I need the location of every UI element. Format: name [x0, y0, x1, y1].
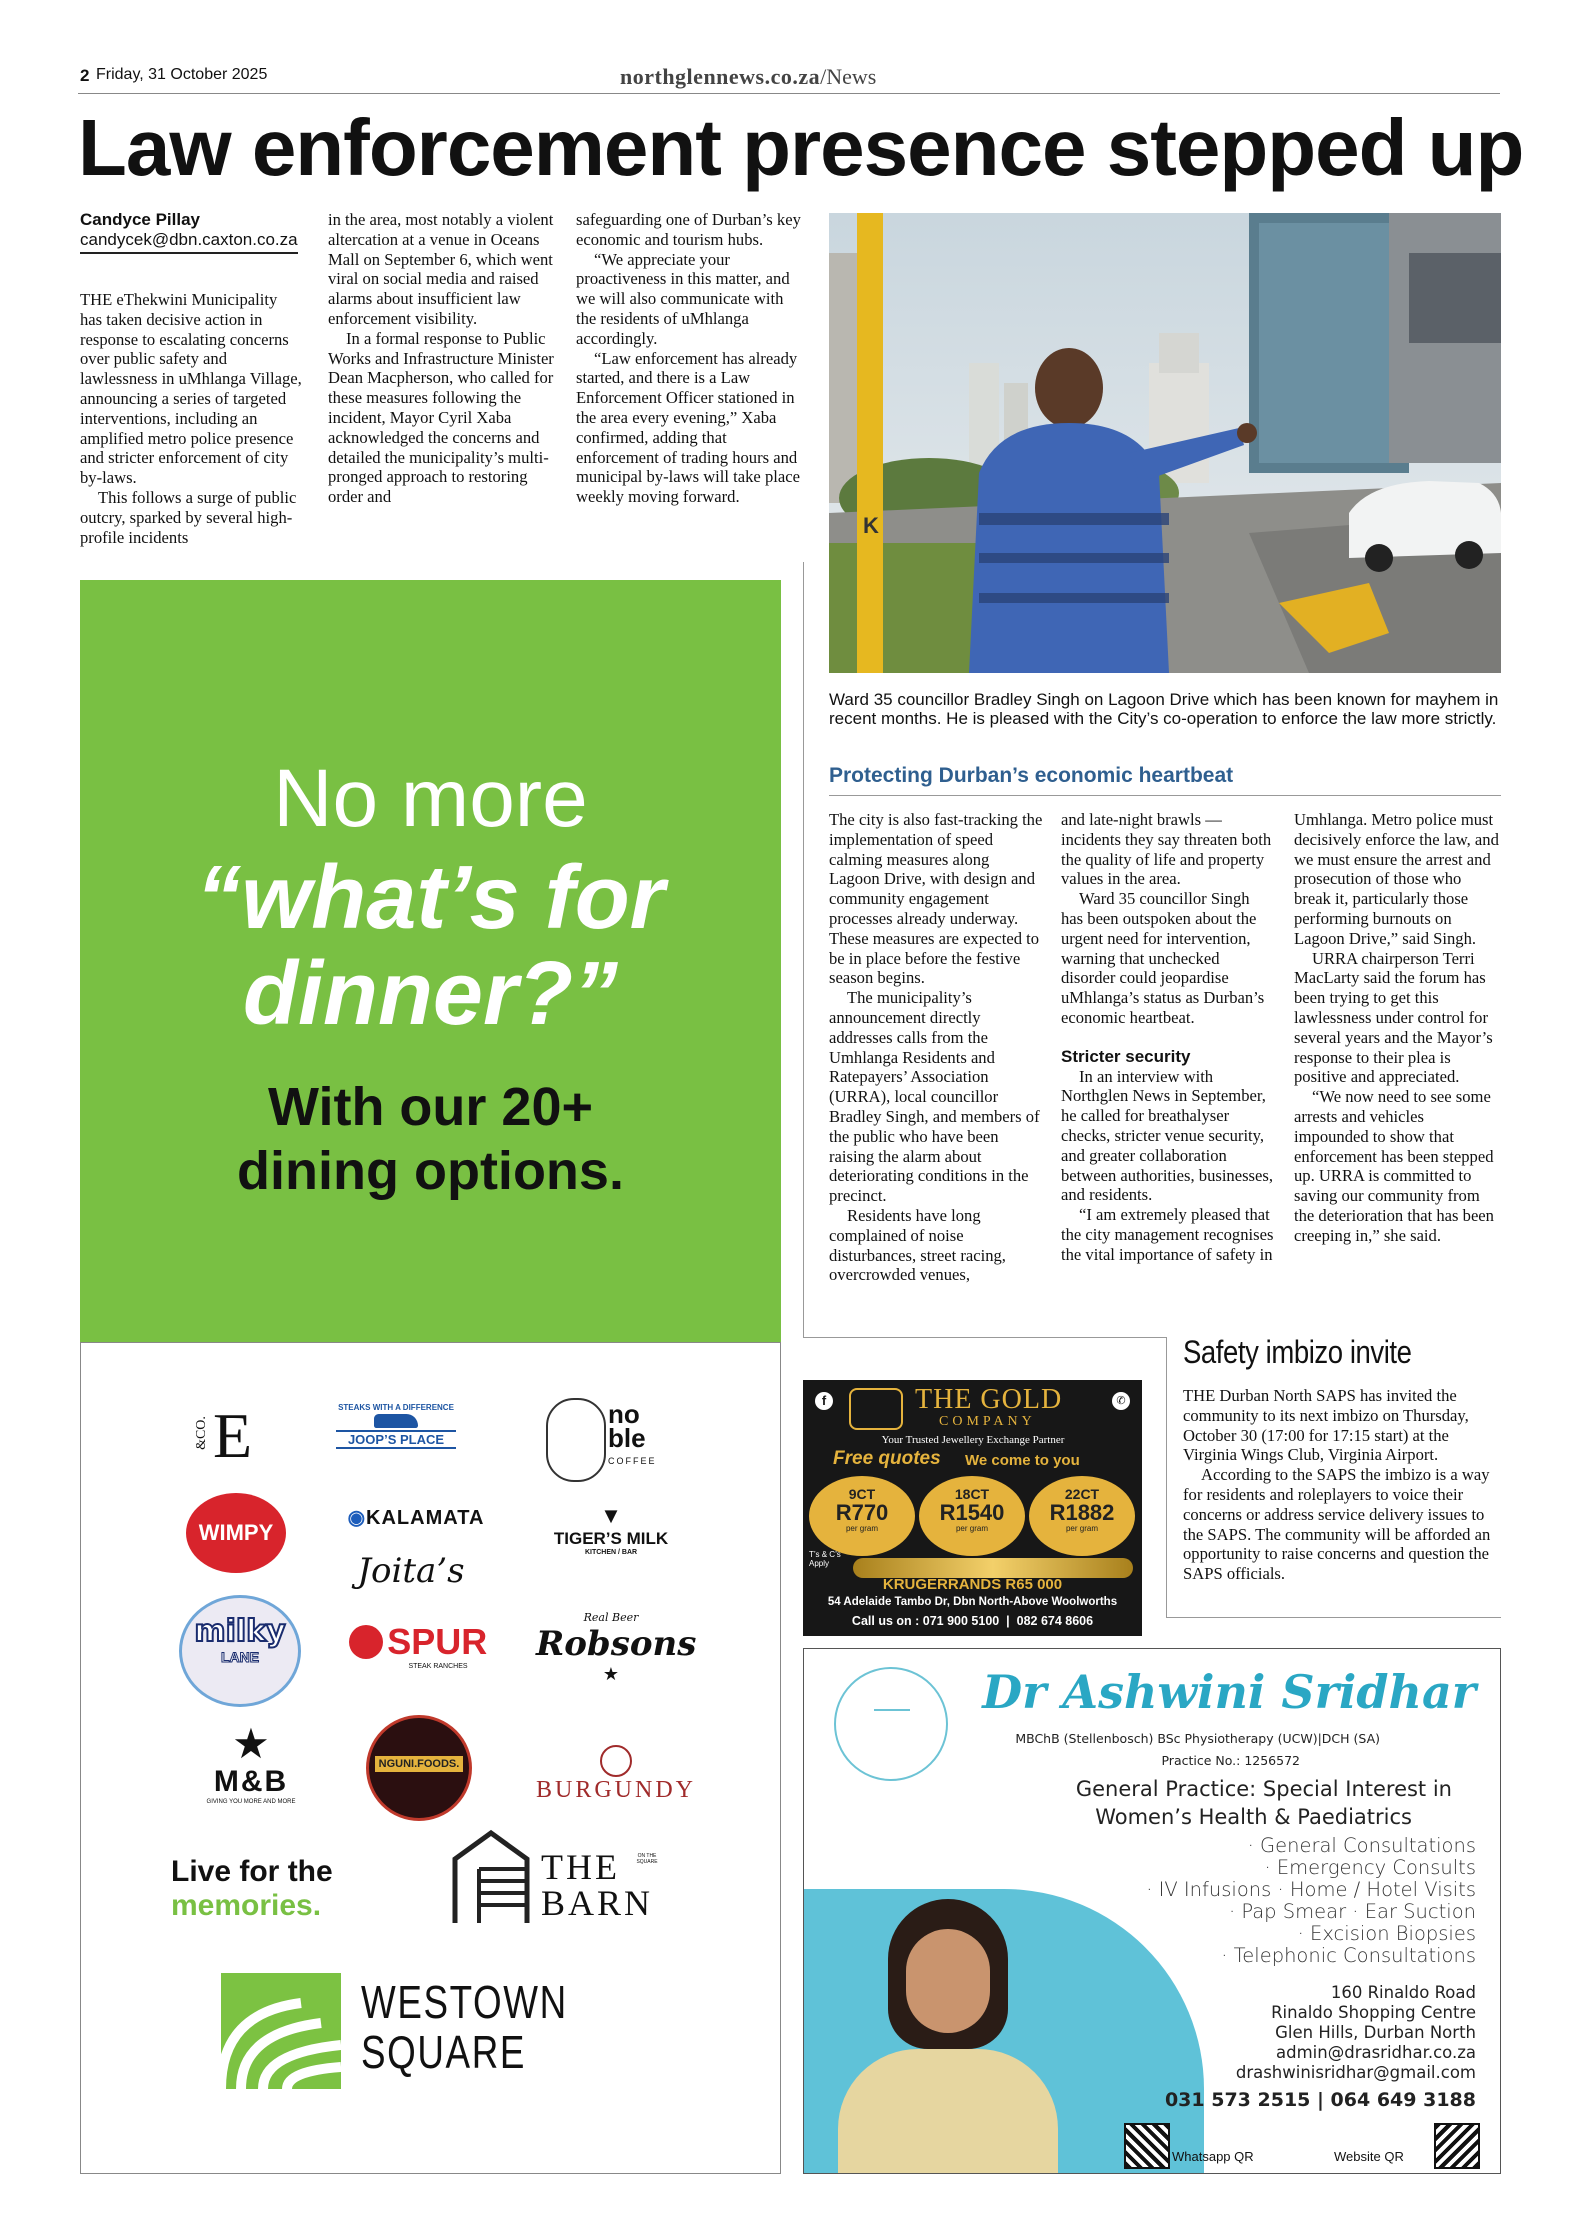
- website-qr-icon[interactable]: [1434, 2123, 1480, 2169]
- ad-line-part: With our 20+: [267, 1077, 594, 1137]
- price-unit: per gram: [1065, 1524, 1098, 1533]
- site-header[interactable]: [620, 64, 876, 90]
- leaf-icon: [546, 1398, 606, 1482]
- group-icon: [849, 1388, 903, 1430]
- paragraph: Ward 35 councillor Singh has been outspoken about the urgent need for intervention, warning that unchecked disorder could jeopardise uMhlanga’s status as Durban’s economic heartbeat.: [1061, 889, 1265, 1027]
- westown-name: [361, 1977, 568, 2077]
- paragraph: The city is also fast-tracking the implementation of speed calming measures along Lagoon Drive, with design and community engagement processes already underway. These measures are expected to be in place before the festive season begins.: [829, 810, 1043, 988]
- robsons-tagline: Real Beer: [583, 1611, 639, 1624]
- photo-caption: Ward 35 councillor Bradley Singh on Lagoon Drive which has been known for mayhem in recent months. He is pleased with the City’s co-operation to enforce the law more strictly.: [829, 690, 1499, 728]
- service-item: · Telephonic Consultations: [1221, 1944, 1476, 1967]
- eco-logo-small: &CO.: [193, 1416, 209, 1450]
- paragraph: in the area, most notably a violent altercation at a venue in Oceans Mall on September 6, which went viral on social media and raised alarms about insufficient law enforcement visibility.: [328, 210, 554, 328]
- mb-logo: [181, 1720, 321, 1805]
- tigers-milk-logo: [541, 1503, 681, 1556]
- paragraph: “Law enforcement has already started, and there is a Law Enforcement Officer stationed in the area every evening,” Xaba confirmed, adding that enforcement of trading hours and municipal by-laws will take place weekly moving forward.: [576, 348, 800, 507]
- section-heading: Stricter security: [1061, 1046, 1191, 1066]
- paragraph: safeguarding one of Durban’s key economic and tourism hubs.: [576, 210, 801, 249]
- restaurant-logos-panel[interactable]: [80, 1342, 781, 2174]
- star-icon: ★: [602, 1664, 620, 1684]
- paragraph: “We now need to see some arrests and vehicles impounded to show that enforcement has been stepped up. URRA is committed to saving our community from the deterioration that has been creeping in,” she said.: [1294, 1087, 1494, 1245]
- whatsapp-qr-icon[interactable]: [1124, 2123, 1170, 2169]
- tigers-name: TIGER’S MILK: [553, 1529, 669, 1548]
- price-ct: 9CT: [848, 1486, 876, 1502]
- frame-rule: [803, 1337, 1167, 1338]
- price-ct: 18CT: [954, 1486, 990, 1502]
- price-9ct: [809, 1476, 915, 1556]
- safety-body: [1183, 1386, 1501, 1584]
- site-name[interactable]: northglennews.co.za: [620, 64, 821, 89]
- price-ct: 22CT: [1064, 1486, 1100, 1502]
- doctor-email-1[interactable]: admin@drasridhar.co.za: [1276, 2043, 1476, 2062]
- address-line: 160 Rinaldo Road: [1330, 1983, 1476, 2002]
- frame-rule: [803, 562, 804, 1338]
- doctor-name: Dr Ashwini Sridhar: [982, 1665, 1476, 1719]
- live-for-memories: [171, 1855, 371, 1923]
- article-subhead: Protecting Durban’s economic heartbeat: [829, 764, 1234, 787]
- westown-icon: [221, 1973, 341, 2089]
- article-column-b1: [829, 810, 1043, 1285]
- wimpy-name: WIMPY: [198, 1520, 274, 1545]
- service-item: · General Consultations: [1247, 1834, 1476, 1857]
- article-column-b3: [1294, 810, 1502, 1246]
- mb-name: M&B: [213, 1765, 289, 1798]
- tigers-sub: KITCHEN / BAR: [584, 1549, 638, 1556]
- whatsapp-qr-label: Whatsapp QR: [1172, 2149, 1254, 2164]
- byline-author: Candyce Pillay: [80, 210, 201, 229]
- frame-rule: [1166, 1337, 1167, 1618]
- practice-number: Practice No.: 1256572: [1161, 1753, 1300, 1768]
- memories-line: memories.: [171, 1889, 322, 1922]
- gp-line-2: Women’s Health & Paediatrics: [1095, 1805, 1412, 1829]
- street-scene-illustration: [829, 213, 1501, 673]
- eye-icon: ◉: [347, 1507, 367, 1529]
- milky-lane-logo: [179, 1595, 301, 1707]
- article-photo: [829, 213, 1501, 673]
- byline-email[interactable]: candycek@dbn.caxton.co.za: [80, 230, 298, 254]
- westown-part: WESTOWN: [361, 1976, 568, 2028]
- westown-part: SQUARE: [361, 2026, 527, 2078]
- doctor-quals: MBChB (Stellenbosch) BSc Physiotherapy (UCW)|DCH (SA): [1015, 1731, 1380, 1746]
- eco-logo-letter: E: [213, 1400, 253, 1471]
- price-unit: per gram: [845, 1524, 878, 1533]
- pole-sign-letter: K: [863, 513, 879, 538]
- the-barn-logo: [451, 1829, 671, 1929]
- burgundy-name: BURGUNDY: [535, 1777, 696, 1803]
- paragraph: and late-night brawls — incidents they say threaten both the quality of life and property values in the area.: [1061, 810, 1272, 889]
- service-item: · Emergency Consults: [1264, 1856, 1476, 1879]
- wimpy-logo: [186, 1493, 286, 1573]
- facebook-icon[interactable]: f: [815, 1392, 833, 1410]
- doctor-advert[interactable]: [803, 1648, 1501, 2174]
- noble-coffee-logo: [546, 1398, 676, 1488]
- joitas-name: Joita’s: [357, 1551, 465, 1591]
- barn-icon: [451, 1829, 531, 1925]
- barn-part: BARN: [541, 1883, 654, 1923]
- paragraph: “We appreciate your proactiveness in this matter, and we will also communicate with the residents of uMhlanga accordingly.: [576, 249, 790, 348]
- ad-line-part: “what’s for: [196, 848, 665, 948]
- frame-rule: [1166, 1617, 1501, 1618]
- ad-line-part: dining options.: [237, 1141, 624, 1201]
- paragraph: In an interview with Northglen News in September, he called for breathalyser checks, stricter venue security, and greater collaboration between authorities, businesses, and residents.: [1061, 1066, 1273, 1205]
- doctor-email-2[interactable]: drashwinisridhar@gmail.com: [1235, 2063, 1476, 2082]
- terms: T’s & C’s Apply: [809, 1550, 841, 1568]
- barn-small: ON THE SQUARE: [636, 1853, 658, 1865]
- noble-sub: COFFEE: [608, 1456, 657, 1466]
- service-item: · Excision Biopsies: [1297, 1922, 1476, 1945]
- service-item: · IV Infusions · Home / Hotel Visits: [1146, 1878, 1476, 1901]
- heartbeat-icon: [874, 1709, 910, 1725]
- article-headline: Law enforcement presence stepped up: [78, 103, 1524, 192]
- free-quotes: Free quotes: [833, 1448, 941, 1469]
- article-column-1: [80, 290, 302, 547]
- kalamata-name: KALAMATA: [366, 1507, 485, 1529]
- nguni-name: NGUNI.FOODS.: [375, 1756, 464, 1772]
- joops-tagline: STEAKS WITH A DIFFERENCE: [338, 1403, 454, 1412]
- mb-sub: GIVING YOU MORE AND MORE: [206, 1799, 296, 1805]
- bull-icon: [374, 1414, 418, 1428]
- burgundy-icon: [600, 1745, 632, 1777]
- ad-line-no-more: No more: [273, 753, 588, 844]
- paragraph: “I am extremely pleased that the city management recognises the vital importance of safety in: [1061, 1205, 1274, 1264]
- coins-strip: [853, 1558, 1133, 1578]
- ad-line-whats-for-dinner: [80, 850, 781, 1042]
- safety-title: Safety imbizo invite: [1183, 1334, 1412, 1370]
- price-unit: per gram: [955, 1524, 988, 1533]
- price-18ct: [919, 1476, 1025, 1556]
- milky-name: milky: [194, 1614, 286, 1649]
- barn-part: THE: [541, 1847, 620, 1887]
- doctor-portrait: [828, 1899, 1068, 2174]
- header-rule: [78, 93, 1500, 94]
- gp-line-1: General Practice: Special Interest in: [1075, 1777, 1452, 1801]
- milky-sub: LANE: [220, 1649, 260, 1665]
- ad-line-part: dinner?”: [243, 944, 618, 1044]
- price-22ct: [1029, 1476, 1135, 1556]
- joops-name: JOOP’S PLACE: [336, 1430, 456, 1449]
- website-qr-label: Website QR: [1334, 2149, 1404, 2164]
- ad-line-dining-options: [80, 1075, 781, 1203]
- address-line: Glen Hills, Durban North: [1275, 2023, 1476, 2042]
- paragraph: THE Durban North SAPS has invited the community to its next imbizo on Thursday, October 30 (17:00 for 17:15 start) at the Virginia Wings Club, Virginia Airport.: [1183, 1386, 1469, 1465]
- krugerrands: KRUGERRANDS R65 000: [882, 1576, 1063, 1593]
- noble-name: [608, 1399, 646, 1453]
- noble-part: ble: [608, 1423, 646, 1453]
- doctor-phones[interactable]: 031 573 2515 | 064 649 3188: [1164, 2089, 1476, 2111]
- tiger-icon: ▼: [600, 1503, 622, 1528]
- gold-tagline: Your Trusted Jewellery Exchange Partner: [881, 1434, 1065, 1446]
- paragraph: Residents have long complained of noise disturbances, street racing, overcrowded venues,: [829, 1205, 1006, 1285]
- joops-place-logo: [336, 1403, 456, 1449]
- price-value: R1540: [939, 1500, 1005, 1525]
- robsons-logo: [536, 1611, 697, 1685]
- article-column-b2: [1061, 810, 1275, 1265]
- robsons-name: Robsons: [536, 1624, 697, 1664]
- paragraph: URRA chairperson Terri MacLarty said the forum has been trying to get this lawlessness under control for several years and the Mayor’s response to their plea is positive and appreciated.: [1294, 948, 1493, 1087]
- whatsapp-icon[interactable]: ✆: [1112, 1392, 1130, 1410]
- page-number: 2: [80, 66, 90, 85]
- article-column-2: [328, 210, 556, 507]
- spur-name: SPUR: [387, 1621, 488, 1662]
- services-list: [1146, 1835, 1476, 1967]
- paragraph: In a formal response to Public Works and Infrastructure Minister Dean Macpherson, who called for these measures following the incident, Mayor Cyril Xaba acknowledged the concerns and detailed the municipality’s multi-pronged approach to restoring order and: [328, 328, 554, 507]
- spur-chief-icon: [349, 1625, 383, 1659]
- joitas-logo: [346, 1551, 476, 1591]
- nguni-foods-logo: [366, 1715, 472, 1821]
- gold-brand-sub: COMPANY: [939, 1414, 1036, 1429]
- spur-sub: STEAK RANCHES: [408, 1663, 468, 1670]
- price-value: R1882: [1049, 1500, 1115, 1525]
- paragraph: This follows a surge of public outcry, sparked by several high-profile incidents: [80, 487, 297, 547]
- price-value: R770: [835, 1500, 889, 1525]
- subhead-rule: [829, 795, 1501, 796]
- burgundy-logo: [521, 1745, 711, 1804]
- paragraph: The municipality’s announcement directly addresses calls from the Umhlanga Residents and Ratepayers’ Association (URRA), local councillor Bradley Singh, and members of the public who have been raising the alarm about deteriorating conditions in the precinct.: [829, 988, 1040, 1206]
- service-item: · Pap Smear · Ear Suction: [1228, 1900, 1476, 1923]
- we-come-to-you: We come to you: [965, 1452, 1080, 1469]
- gold-company-advert[interactable]: [803, 1380, 1142, 1636]
- spur-logo: [343, 1621, 493, 1670]
- westown-square-logo: [221, 1973, 601, 2103]
- kalamata-logo: [336, 1505, 496, 1530]
- issue-date: Friday, 31 October 2025: [96, 66, 268, 83]
- paragraph: THE eThekwini Municipality has taken decisive action in response to escalating concerns over public safety and lawlessness in uMhlanga Village, announcing a series of targeted interventions, including an amplified metro police presence and stricter enforcement of city by-laws.: [80, 290, 302, 488]
- article-column-3: [576, 210, 804, 507]
- section-name: /News: [820, 64, 877, 89]
- doctor-address: [1236, 1983, 1476, 2083]
- star-icon: ★: [232, 1720, 270, 1767]
- paragraph: Umhlanga. Metro police must decisively enforce the law, and we must ensure the arrest and prosecution of those who break it, particularly those performing burnouts on Lagoon Drive,” said Singh.: [1294, 810, 1499, 948]
- noble-part: no: [608, 1399, 640, 1429]
- gold-phones[interactable]: Call us on : 071 900 5100 | 082 674 8606: [851, 1614, 1094, 1628]
- live-line: Live for the: [171, 1855, 333, 1888]
- gold-address: 54 Adelaide Tambo Dr, Dbn North-Above Woolworths: [827, 1596, 1118, 1608]
- address-line: Rinaldo Shopping Centre: [1271, 2003, 1476, 2022]
- gold-brand: THE GOLD: [915, 1384, 1063, 1415]
- paragraph: According to the SAPS the imbizo is a way for residents and roleplayers to voice their concerns or address service delivery issues to the SAPS. The community will be afforded an opportunity to raise concerns and question the SAPS officials.: [1183, 1465, 1491, 1584]
